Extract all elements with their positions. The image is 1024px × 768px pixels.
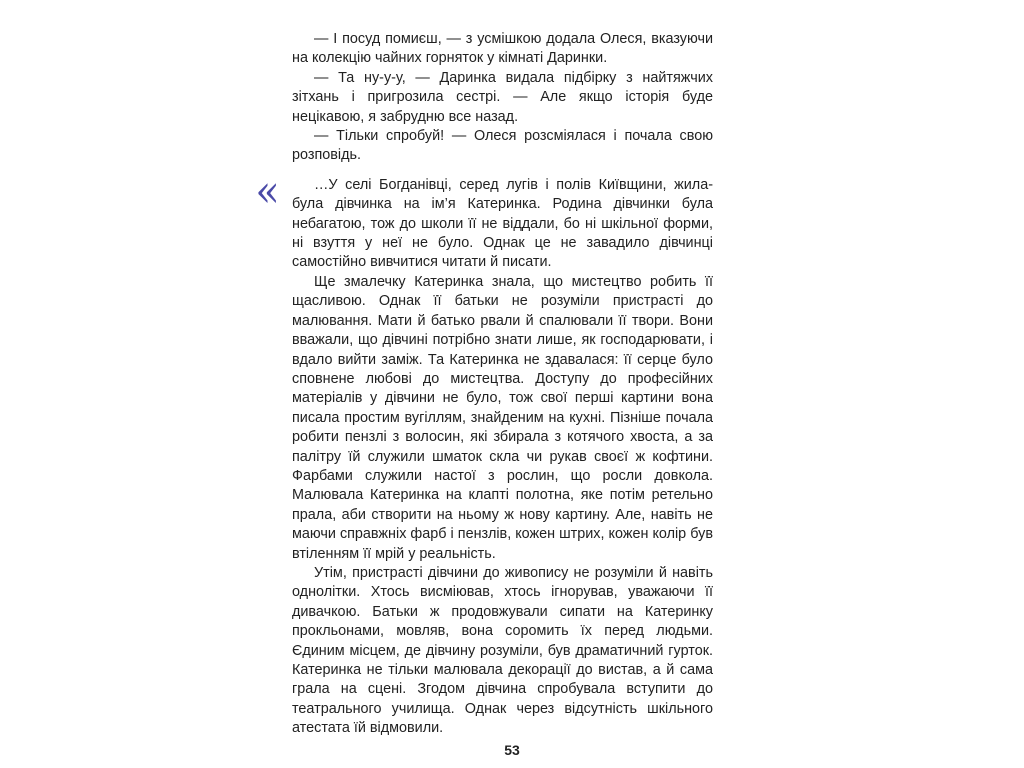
paragraph-3: — Тільки спробуй! — Олеся розсміялася і почала свою розповідь. bbox=[292, 128, 713, 164]
paragraph-4: …У селі Богданівці, серед лугів і полів Київщини, жила-була дівчинка на ім’я Катеринка. Родина дівчинки була небагатою, тож до школи її не віддали, бо ні шкільної форми, ні взуття у неї не було. Однак це не завадило дівчинці самостійно вивчитися читати й писати. bbox=[292, 176, 713, 271]
page-number: 53 bbox=[504, 742, 520, 758]
paragraph-5: Ще змалечку Катеринка знала, що мистецтво робить її щасливою. Однак її батьки не розуміли пристрасті до малювання. Мати й батько рвали й спалювали її твори. Вони вважали, що дівчині потрібно знати лише, як господарювати, і вдало вийти заміж. Та Катеринка не здавалася: її серце було сповнене любові до мистецтва. Доступу до професійних матеріалів у дівчини не було, тож свої перші картини вона писала простим вугіллям, знайденим на кухні. Пізніше почала робити пензлі з волосин, які збирала з котячого хвоста, а за палітру їй служили шматок скла чи рукав своєї ж кофтини. Фарбами служили настої з рослин, що росли довкола. Малювала Катеринка на клапті полотна, яке потім ретельно прала, аби створити на ньому ж нову картину. Але, навіть не маючи справжніх фарб і пензлів, кожен штрих, кожен колір був втіленням її мрій у реальність. bbox=[292, 273, 713, 562]
paragraph-2: — Та ну-у-у, — Даринка видала підбірку з найтяжчих зітхань і пригрозила сестрі. — Але якщо історія буде нецікавою, я забрудню все назад. bbox=[292, 69, 713, 125]
quote-mark-icon: « bbox=[255, 166, 280, 217]
text-column bbox=[292, 30, 713, 739]
paragraph-1: — І посуд помиєш, — з усмішкою додала Олеся, вказуючи на колекцію чайних горняток у кімнаті Даринки. bbox=[292, 31, 713, 67]
paragraph-6: Утім, пристрасті дівчини до живопису не розуміли й навіть однолітки. Хтось висміював, хтось ігнорував, уважаючи її дивачкою. Батьки ж продовжували сипати на Катеринку прокльонами, мовляв, вона соромить їх перед людьми. Єдиним місцем, де дівчину розуміли, був драматичний гурток. Катеринка не тільки малювала декорації до вистав, а й сама грала на сцені. Згодом дівчина спробувала вступити до театрального училища. Однак через відсутність шкільного атестата їй відмовили. bbox=[292, 564, 713, 737]
